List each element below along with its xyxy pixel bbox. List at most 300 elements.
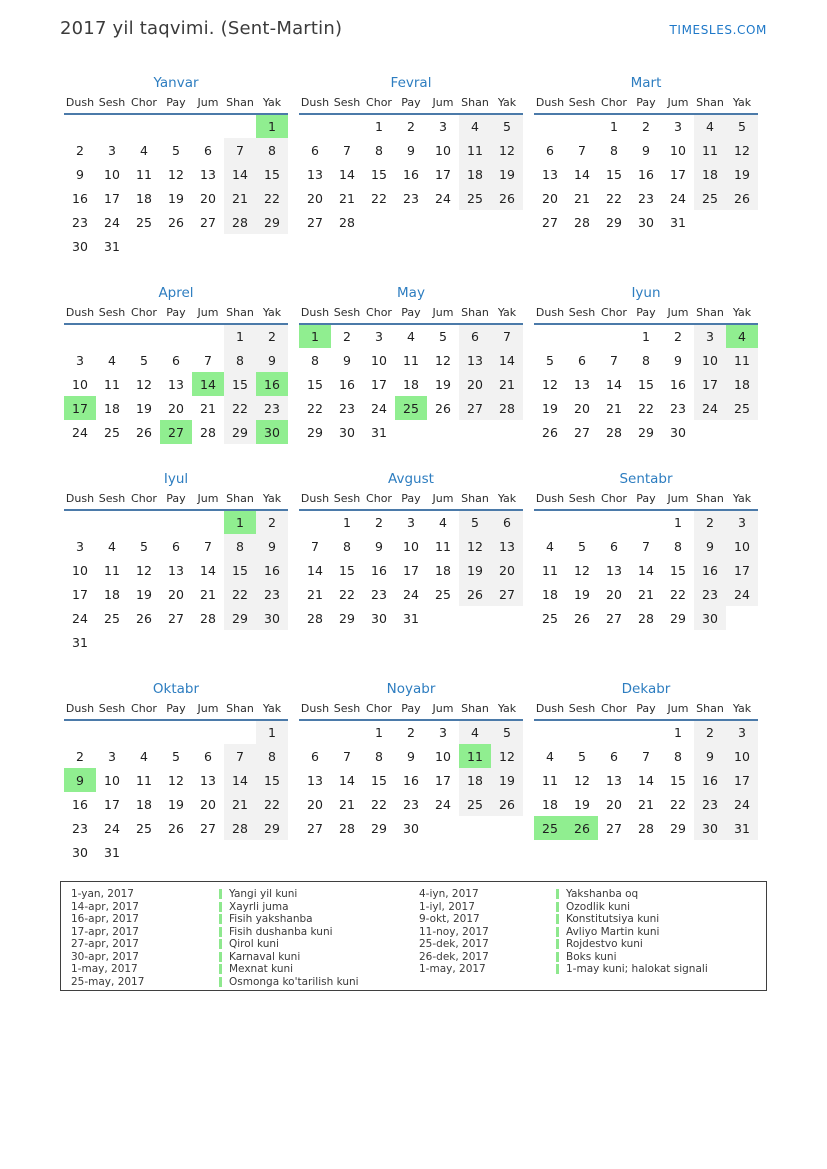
site-link[interactable]: TIMESLES.COM (669, 23, 767, 37)
day-cell[interactable]: 9 (64, 768, 96, 792)
day-cell[interactable]: 16 (670, 376, 686, 392)
day-cell[interactable]: 23 (694, 582, 726, 606)
day-cell[interactable]: 19 (542, 400, 558, 416)
day-cell[interactable]: 4 (140, 748, 148, 764)
day-cell[interactable]: 16 (694, 768, 726, 792)
day-cell[interactable]: 20 (542, 190, 558, 206)
month-name[interactable]: Fevral (390, 75, 432, 91)
day-cell[interactable]: 2 (256, 324, 288, 348)
day-cell[interactable]: 23 (256, 582, 288, 606)
day-cell[interactable]: 27 (307, 820, 323, 836)
day-cell[interactable]: 13 (307, 772, 323, 788)
day-cell[interactable]: 11 (136, 166, 152, 182)
day-cell[interactable]: 7 (204, 538, 212, 554)
day-cell[interactable]: 25 (542, 610, 558, 626)
day-cell[interactable]: 1 (674, 725, 682, 740)
day-cell[interactable]: 26 (574, 610, 590, 626)
day-cell[interactable]: 21 (200, 586, 216, 602)
day-cell[interactable]: 24 (694, 396, 726, 420)
day-cell[interactable]: 27 (168, 610, 184, 626)
day-cell[interactable]: 21 (339, 796, 355, 812)
day-cell[interactable]: 14 (224, 768, 256, 792)
day-cell[interactable]: 7 (642, 538, 650, 554)
day-cell[interactable]: 8 (256, 138, 288, 162)
day-cell[interactable]: 8 (674, 748, 682, 764)
day-cell[interactable]: 15 (670, 562, 686, 578)
day-cell[interactable]: 26 (168, 820, 184, 836)
day-cell[interactable]: 6 (459, 324, 491, 348)
day-cell[interactable]: 18 (726, 372, 758, 396)
day-cell[interactable]: 7 (204, 352, 212, 368)
day-cell[interactable]: 20 (574, 400, 590, 416)
day-cell[interactable]: 2 (343, 329, 351, 344)
day-cell[interactable]: 8 (610, 142, 618, 158)
day-cell[interactable]: 27 (606, 820, 622, 836)
day-cell[interactable]: 10 (694, 348, 726, 372)
day-cell[interactable]: 14 (638, 772, 654, 788)
day-cell[interactable]: 21 (606, 400, 622, 416)
day-cell[interactable]: 1 (256, 720, 288, 744)
day-cell[interactable]: 19 (168, 190, 184, 206)
day-cell[interactable]: 27 (459, 396, 491, 420)
month-name[interactable]: Iyul (163, 471, 189, 487)
day-cell[interactable]: 1 (375, 725, 383, 740)
day-cell[interactable]: 9 (642, 142, 650, 158)
day-cell[interactable]: 23 (403, 190, 419, 206)
day-cell[interactable]: 21 (638, 796, 654, 812)
day-cell[interactable]: 18 (403, 376, 419, 392)
day-cell[interactable]: 16 (638, 166, 654, 182)
day-cell[interactable]: 29 (224, 606, 256, 630)
day-cell[interactable]: 31 (371, 424, 387, 440)
day-cell[interactable]: 11 (459, 744, 491, 768)
day-cell[interactable]: 1 (256, 114, 288, 138)
day-cell[interactable]: 20 (200, 796, 216, 812)
day-cell[interactable]: 13 (606, 562, 622, 578)
day-cell[interactable]: 12 (168, 772, 184, 788)
day-cell[interactable]: 17 (104, 190, 120, 206)
day-cell[interactable]: 14 (606, 376, 622, 392)
day-cell[interactable]: 13 (459, 348, 491, 372)
day-cell[interactable]: 20 (606, 796, 622, 812)
day-cell[interactable]: 27 (606, 610, 622, 626)
day-cell[interactable]: 4 (439, 515, 447, 530)
day-cell[interactable]: 12 (168, 166, 184, 182)
day-cell[interactable]: 31 (104, 238, 120, 254)
day-cell[interactable]: 10 (104, 166, 120, 182)
day-cell[interactable]: 29 (256, 816, 288, 840)
day-cell[interactable]: 13 (574, 376, 590, 392)
day-cell[interactable]: 31 (72, 634, 88, 650)
day-cell[interactable]: 25 (136, 214, 152, 230)
day-cell[interactable]: 13 (542, 166, 558, 182)
day-cell[interactable]: 15 (224, 372, 256, 396)
day-cell[interactable]: 15 (371, 166, 387, 182)
day-cell[interactable]: 27 (200, 214, 216, 230)
day-cell[interactable]: 17 (694, 372, 726, 396)
day-cell[interactable]: 10 (435, 142, 451, 158)
day-cell[interactable]: 21 (339, 190, 355, 206)
day-cell[interactable]: 14 (574, 166, 590, 182)
day-cell[interactable]: 21 (224, 792, 256, 816)
day-cell[interactable]: 13 (168, 376, 184, 392)
day-cell[interactable]: 23 (256, 396, 288, 420)
day-cell[interactable]: 8 (674, 538, 682, 554)
day-cell[interactable]: 17 (726, 768, 758, 792)
month-name[interactable]: Avgust (388, 471, 434, 487)
day-cell[interactable]: 22 (256, 792, 288, 816)
day-cell[interactable]: 2 (76, 748, 84, 764)
day-cell[interactable]: 3 (726, 510, 758, 534)
day-cell[interactable]: 12 (136, 562, 152, 578)
day-cell[interactable]: 3 (407, 515, 415, 530)
day-cell[interactable]: 26 (726, 186, 758, 210)
day-cell[interactable]: 12 (491, 138, 523, 162)
day-cell[interactable]: 26 (136, 610, 152, 626)
day-cell[interactable]: 15 (638, 376, 654, 392)
day-cell[interactable]: 29 (224, 420, 256, 444)
day-cell[interactable]: 14 (339, 166, 355, 182)
day-cell[interactable]: 18 (136, 190, 152, 206)
day-cell[interactable]: 16 (256, 558, 288, 582)
day-cell[interactable]: 23 (638, 190, 654, 206)
day-cell[interactable]: 28 (224, 210, 256, 234)
day-cell[interactable]: 16 (694, 558, 726, 582)
day-cell[interactable]: 3 (726, 720, 758, 744)
day-cell[interactable]: 25 (534, 816, 566, 840)
month-name[interactable]: Aprel (158, 285, 194, 301)
day-cell[interactable]: 14 (224, 162, 256, 186)
day-cell[interactable]: 20 (307, 796, 323, 812)
day-cell[interactable]: 30 (638, 214, 654, 230)
day-cell[interactable]: 1 (642, 329, 650, 344)
day-cell[interactable]: 18 (104, 586, 120, 602)
day-cell[interactable]: 4 (108, 352, 116, 368)
day-cell[interactable]: 8 (311, 352, 319, 368)
day-cell[interactable]: 11 (403, 352, 419, 368)
day-cell[interactable]: 22 (256, 186, 288, 210)
day-cell[interactable]: 8 (224, 534, 256, 558)
day-cell[interactable]: 30 (670, 424, 686, 440)
day-cell[interactable]: 6 (311, 142, 319, 158)
day-cell[interactable]: 27 (200, 820, 216, 836)
day-cell[interactable]: 20 (307, 190, 323, 206)
day-cell[interactable]: 10 (726, 744, 758, 768)
day-cell[interactable]: 4 (459, 720, 491, 744)
day-cell[interactable]: 24 (726, 792, 758, 816)
day-cell[interactable]: 12 (459, 534, 491, 558)
day-cell[interactable]: 18 (459, 162, 491, 186)
day-cell[interactable]: 12 (491, 744, 523, 768)
day-cell[interactable]: 11 (542, 772, 558, 788)
day-cell[interactable]: 9 (694, 744, 726, 768)
day-cell[interactable]: 24 (726, 582, 758, 606)
day-cell[interactable]: 16 (256, 372, 288, 396)
day-cell[interactable]: 28 (638, 820, 654, 836)
day-cell[interactable]: 5 (726, 114, 758, 138)
day-cell[interactable]: 8 (256, 744, 288, 768)
day-cell[interactable]: 9 (343, 352, 351, 368)
day-cell[interactable]: 19 (168, 796, 184, 812)
month-name[interactable]: Iyun (631, 285, 661, 301)
day-cell[interactable]: 23 (72, 214, 88, 230)
day-cell[interactable]: 5 (140, 538, 148, 554)
day-cell[interactable]: 22 (371, 190, 387, 206)
day-cell[interactable]: 28 (339, 820, 355, 836)
day-cell[interactable]: 29 (670, 610, 686, 626)
day-cell[interactable]: 3 (76, 538, 84, 554)
day-cell[interactable]: 24 (670, 190, 686, 206)
day-cell[interactable]: 24 (371, 400, 387, 416)
day-cell[interactable]: 18 (694, 162, 726, 186)
day-cell[interactable]: 20 (200, 190, 216, 206)
day-cell[interactable]: 29 (307, 424, 323, 440)
day-cell[interactable]: 2 (694, 720, 726, 744)
day-cell[interactable]: 14 (339, 772, 355, 788)
day-cell[interactable]: 11 (136, 772, 152, 788)
day-cell[interactable]: 24 (104, 820, 120, 836)
day-cell[interactable]: 28 (606, 424, 622, 440)
day-cell[interactable]: 24 (72, 424, 88, 440)
day-cell[interactable]: 6 (491, 510, 523, 534)
day-cell[interactable]: 15 (256, 162, 288, 186)
day-cell[interactable]: 21 (224, 186, 256, 210)
day-cell[interactable]: 7 (224, 138, 256, 162)
day-cell[interactable]: 25 (136, 820, 152, 836)
day-cell[interactable]: 21 (638, 586, 654, 602)
day-cell[interactable]: 6 (172, 538, 180, 554)
day-cell[interactable]: 12 (542, 376, 558, 392)
day-cell[interactable]: 24 (435, 796, 451, 812)
day-cell[interactable]: 18 (104, 400, 120, 416)
day-cell[interactable]: 16 (371, 562, 387, 578)
day-cell[interactable]: 16 (339, 376, 355, 392)
day-cell[interactable]: 11 (694, 138, 726, 162)
day-cell[interactable]: 30 (694, 816, 726, 840)
day-cell[interactable]: 22 (307, 400, 323, 416)
day-cell[interactable]: 3 (108, 142, 116, 158)
day-cell[interactable]: 14 (192, 372, 224, 396)
day-cell[interactable]: 3 (108, 748, 116, 764)
day-cell[interactable]: 14 (638, 562, 654, 578)
day-cell[interactable]: 1 (299, 324, 331, 348)
day-cell[interactable]: 13 (200, 772, 216, 788)
day-cell[interactable]: 4 (407, 329, 415, 344)
day-cell[interactable]: 26 (566, 816, 598, 840)
day-cell[interactable]: 10 (726, 534, 758, 558)
day-cell[interactable]: 22 (670, 796, 686, 812)
day-cell[interactable]: 14 (200, 562, 216, 578)
day-cell[interactable]: 1 (224, 324, 256, 348)
month-name[interactable]: Mart (630, 75, 662, 91)
day-cell[interactable]: 20 (459, 372, 491, 396)
day-cell[interactable]: 25 (435, 586, 451, 602)
day-cell[interactable]: 4 (726, 324, 758, 348)
day-cell[interactable]: 29 (371, 820, 387, 836)
day-cell[interactable]: 2 (256, 510, 288, 534)
day-cell[interactable]: 13 (606, 772, 622, 788)
day-cell[interactable]: 30 (256, 606, 288, 630)
day-cell[interactable]: 9 (694, 534, 726, 558)
day-cell[interactable]: 11 (459, 138, 491, 162)
day-cell[interactable]: 6 (546, 142, 554, 158)
day-cell[interactable]: 25 (104, 610, 120, 626)
day-cell[interactable]: 4 (459, 114, 491, 138)
day-cell[interactable]: 30 (694, 606, 726, 630)
day-cell[interactable]: 8 (642, 352, 650, 368)
month-name[interactable]: May (397, 285, 425, 301)
day-cell[interactable]: 18 (435, 562, 451, 578)
day-cell[interactable]: 31 (403, 610, 419, 626)
day-cell[interactable]: 4 (694, 114, 726, 138)
month-name[interactable]: Noyabr (386, 681, 436, 697)
day-cell[interactable]: 20 (606, 586, 622, 602)
day-cell[interactable]: 6 (311, 748, 319, 764)
day-cell[interactable]: 2 (694, 510, 726, 534)
day-cell[interactable]: 28 (200, 610, 216, 626)
day-cell[interactable]: 9 (375, 538, 383, 554)
day-cell[interactable]: 26 (435, 400, 451, 416)
day-cell[interactable]: 21 (200, 400, 216, 416)
day-cell[interactable]: 12 (435, 352, 451, 368)
day-cell[interactable]: 25 (694, 186, 726, 210)
day-cell[interactable]: 29 (339, 610, 355, 626)
day-cell[interactable]: 24 (104, 214, 120, 230)
day-cell[interactable]: 11 (726, 348, 758, 372)
day-cell[interactable]: 2 (642, 119, 650, 134)
day-cell[interactable]: 15 (670, 772, 686, 788)
day-cell[interactable]: 7 (578, 142, 586, 158)
month-name[interactable]: Yanvar (153, 75, 199, 91)
day-cell[interactable]: 17 (403, 562, 419, 578)
day-cell[interactable]: 2 (407, 119, 415, 134)
day-cell[interactable]: 16 (403, 166, 419, 182)
day-cell[interactable]: 3 (439, 119, 447, 134)
day-cell[interactable]: 13 (168, 562, 184, 578)
day-cell[interactable]: 28 (307, 610, 323, 626)
day-cell[interactable]: 6 (204, 142, 212, 158)
day-cell[interactable]: 7 (610, 352, 618, 368)
day-cell[interactable]: 25 (726, 396, 758, 420)
day-cell[interactable]: 19 (491, 768, 523, 792)
day-cell[interactable]: 19 (136, 400, 152, 416)
day-cell[interactable]: 4 (108, 538, 116, 554)
day-cell[interactable]: 20 (168, 586, 184, 602)
day-cell[interactable]: 22 (224, 582, 256, 606)
day-cell[interactable]: 8 (343, 538, 351, 554)
day-cell[interactable]: 22 (371, 796, 387, 812)
day-cell[interactable]: 15 (371, 772, 387, 788)
day-cell[interactable]: 22 (606, 190, 622, 206)
day-cell[interactable]: 15 (224, 558, 256, 582)
day-cell[interactable]: 15 (339, 562, 355, 578)
day-cell[interactable]: 10 (435, 748, 451, 764)
day-cell[interactable]: 27 (160, 420, 192, 444)
day-cell[interactable]: 13 (491, 534, 523, 558)
day-cell[interactable]: 16 (72, 796, 88, 812)
day-cell[interactable]: 30 (72, 844, 88, 860)
day-cell[interactable]: 30 (256, 420, 288, 444)
day-cell[interactable]: 3 (694, 324, 726, 348)
day-cell[interactable]: 31 (104, 844, 120, 860)
day-cell[interactable]: 24 (403, 586, 419, 602)
day-cell[interactable]: 9 (407, 142, 415, 158)
day-cell[interactable]: 14 (491, 348, 523, 372)
day-cell[interactable]: 28 (200, 424, 216, 440)
day-cell[interactable]: 9 (674, 352, 682, 368)
day-cell[interactable]: 28 (339, 214, 355, 230)
day-cell[interactable]: 23 (670, 400, 686, 416)
day-cell[interactable]: 24 (72, 610, 88, 626)
day-cell[interactable]: 11 (542, 562, 558, 578)
day-cell[interactable]: 17 (435, 772, 451, 788)
day-cell[interactable]: 5 (491, 114, 523, 138)
day-cell[interactable]: 21 (307, 586, 323, 602)
day-cell[interactable]: 23 (371, 586, 387, 602)
day-cell[interactable]: 11 (104, 376, 120, 392)
day-cell[interactable]: 10 (72, 562, 88, 578)
day-cell[interactable]: 10 (371, 352, 387, 368)
month-name[interactable]: Sentabr (619, 471, 673, 487)
day-cell[interactable]: 25 (104, 424, 120, 440)
day-cell[interactable]: 4 (546, 748, 554, 764)
day-cell[interactable]: 30 (72, 238, 88, 254)
day-cell[interactable]: 8 (375, 748, 383, 764)
day-cell[interactable]: 29 (606, 214, 622, 230)
day-cell[interactable]: 21 (491, 372, 523, 396)
day-cell[interactable]: 26 (459, 582, 491, 606)
day-cell[interactable]: 29 (670, 820, 686, 836)
day-cell[interactable]: 31 (670, 214, 686, 230)
day-cell[interactable]: 15 (606, 166, 622, 182)
day-cell[interactable]: 5 (172, 142, 180, 158)
day-cell[interactable]: 19 (435, 376, 451, 392)
day-cell[interactable]: 29 (256, 210, 288, 234)
day-cell[interactable]: 17 (726, 558, 758, 582)
day-cell[interactable]: 27 (491, 582, 523, 606)
day-cell[interactable]: 26 (136, 424, 152, 440)
day-cell[interactable]: 17 (435, 166, 451, 182)
day-cell[interactable]: 27 (574, 424, 590, 440)
day-cell[interactable]: 23 (72, 820, 88, 836)
day-cell[interactable]: 17 (72, 586, 88, 602)
day-cell[interactable]: 26 (542, 424, 558, 440)
day-cell[interactable]: 3 (76, 352, 84, 368)
day-cell[interactable]: 2 (76, 142, 84, 158)
day-cell[interactable]: 3 (375, 329, 383, 344)
day-cell[interactable]: 9 (256, 534, 288, 558)
day-cell[interactable]: 9 (76, 166, 84, 182)
day-cell[interactable]: 29 (638, 424, 654, 440)
day-cell[interactable]: 27 (542, 214, 558, 230)
day-cell[interactable]: 6 (610, 748, 618, 764)
day-cell[interactable]: 25 (395, 396, 427, 420)
day-cell[interactable]: 1 (343, 515, 351, 530)
day-cell[interactable]: 3 (674, 119, 682, 134)
day-cell[interactable]: 16 (403, 772, 419, 788)
day-cell[interactable]: 1 (610, 119, 618, 134)
day-cell[interactable]: 5 (578, 538, 586, 554)
day-cell[interactable]: 24 (435, 190, 451, 206)
day-cell[interactable]: 1 (375, 119, 383, 134)
day-cell[interactable]: 10 (670, 142, 686, 158)
day-cell[interactable]: 19 (136, 586, 152, 602)
day-cell[interactable]: 13 (307, 166, 323, 182)
day-cell[interactable]: 4 (546, 538, 554, 554)
day-cell[interactable]: 26 (168, 214, 184, 230)
day-cell[interactable]: 30 (339, 424, 355, 440)
month-name[interactable]: Oktabr (152, 681, 200, 697)
